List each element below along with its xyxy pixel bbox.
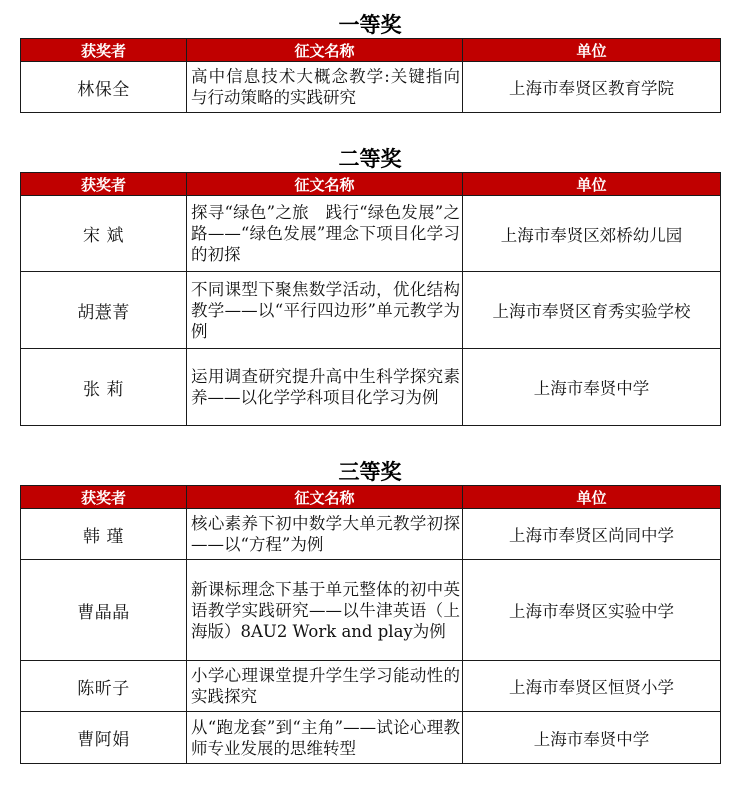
header-essay: 征文名称 [187,39,463,62]
winner-name: 林保全 [21,62,187,113]
winner-name: 宋 斌 [21,196,187,272]
awards-table [20,172,721,426]
essay-title: 核心素养下初中数学大单元教学初探——以“方程”为例 [187,509,463,560]
unit-name: 上海市奉贤区尚同中学 [463,509,721,560]
header-essay: 征文名称 [187,486,463,509]
table-row [21,196,721,272]
table-row [21,62,721,113]
essay-title: 探寻“绿色”之旅 践行“绿色发展”之路——“绿色发展”理念下项目化学习的初探 [187,196,463,272]
header-winner: 获奖者 [21,486,187,509]
essay-title: 小学心理课堂提升学生学习能动性的实践探究 [187,661,463,712]
winner-name: 曹晶晶 [21,560,187,661]
table-row [21,272,721,349]
section-first-prize [20,12,720,113]
table-header-row [21,39,721,62]
winner-name: 韩 瑾 [21,509,187,560]
section-title: 一等奖 [338,13,402,37]
header-essay: 征文名称 [187,173,463,196]
section-third-prize [20,459,720,764]
table-row [21,712,721,764]
essay-title: 新课标理念下基于单元整体的初中英语教学实践研究——以牛津英语（上海版）8AU2 Work and play为例 [187,560,463,661]
unit-name: 上海市奉贤中学 [463,712,721,764]
section-second-prize [20,146,720,426]
unit-name: 上海市奉贤区郊桥幼儿园 [463,196,721,272]
header-unit: 单位 [463,486,721,509]
awards-table [20,485,721,764]
winner-name: 陈昕子 [21,661,187,712]
awards-table [20,38,721,113]
winner-name: 张 莉 [21,349,187,426]
essay-title: 高中信息技术大概念教学:关键指向与行动策略的实践研究 [187,62,463,113]
winner-name: 胡薏菁 [21,272,187,349]
essay-title: 运用调查研究提升高中生科学探究素养——以化学学科项目化学习为例 [187,349,463,426]
table-row [21,349,721,426]
unit-name: 上海市奉贤区恒贤小学 [463,661,721,712]
table-row [21,560,721,661]
essay-title: 从“跑龙套”到“主角”——试论心理教师专业发展的思维转型 [187,712,463,764]
table-row [21,509,721,560]
table-row [21,661,721,712]
header-unit: 单位 [463,39,721,62]
table-header-row [21,486,721,509]
table-header-row [21,173,721,196]
header-winner: 获奖者 [21,39,187,62]
unit-name: 上海市奉贤区实验中学 [463,560,721,661]
header-winner: 获奖者 [21,173,187,196]
essay-title: 不同课型下聚焦数学活动，优化结构教学——以“平行四边形”单元教学为例 [187,272,463,349]
section-title: 二等奖 [338,147,402,171]
unit-name: 上海市奉贤区育秀实验学校 [463,272,721,349]
section-title: 三等奖 [338,460,402,484]
header-unit: 单位 [463,173,721,196]
winner-name: 曹阿娟 [21,712,187,764]
unit-name: 上海市奉贤区教育学院 [463,62,721,113]
unit-name: 上海市奉贤中学 [463,349,721,426]
